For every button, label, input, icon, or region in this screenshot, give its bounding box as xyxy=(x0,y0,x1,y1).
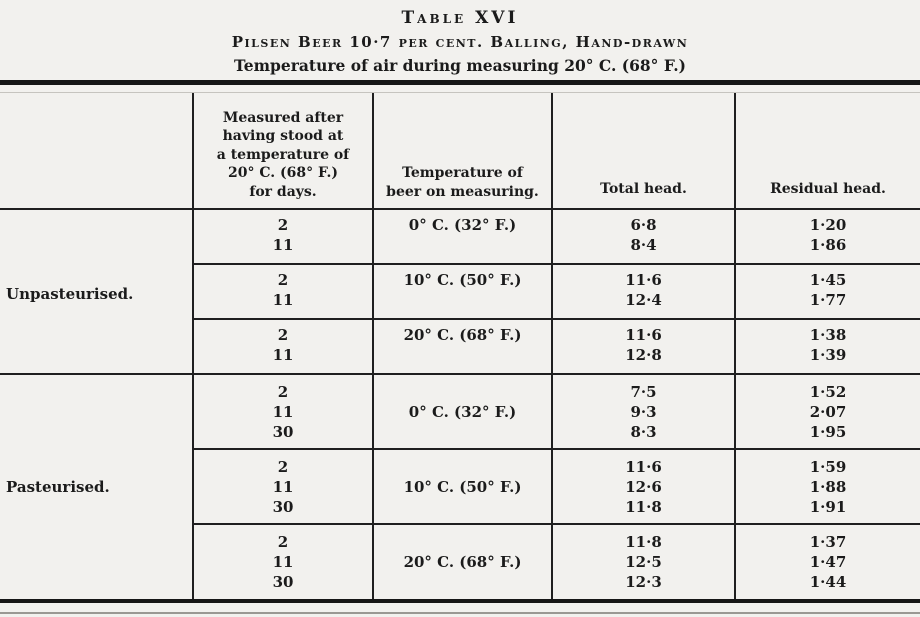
beer-temp-cell xyxy=(373,209,552,264)
days-value: 2 xyxy=(277,533,289,551)
header-line: Temperature of xyxy=(402,165,523,181)
total-head-cell xyxy=(552,524,735,599)
beer-temp-value: 10° C. (50° F.) xyxy=(403,271,522,289)
total-head-cell xyxy=(552,449,735,524)
total-head-value: 12·6 xyxy=(625,477,662,496)
beer-temp-cell xyxy=(373,449,552,524)
days-value: 2 xyxy=(277,457,289,476)
residual-head-value: 1·37 xyxy=(809,533,847,551)
residual-head-value: 1·59 xyxy=(809,457,847,476)
days-value: 11 xyxy=(272,402,294,421)
total-head-value: 11·8 xyxy=(625,533,662,551)
total-head-value: 12·3 xyxy=(625,573,662,591)
residual-head-value: 1·52 xyxy=(809,382,847,401)
table-number: Table XVI xyxy=(401,8,519,28)
total-head-value: 6·8 xyxy=(630,216,657,234)
total-head-value: 9·3 xyxy=(630,402,657,421)
table-title-block xyxy=(0,0,920,77)
total-head-cell xyxy=(552,264,735,319)
residual-head-value: 1·91 xyxy=(809,497,847,516)
total-head-cell xyxy=(552,374,735,449)
residual-head-value: 1·39 xyxy=(809,346,847,364)
total-head-value: 12·4 xyxy=(625,291,662,309)
residual-head-cell xyxy=(735,209,920,264)
header-line: for days. xyxy=(249,183,317,200)
section-label-unpasteurised: Unpasteurised. xyxy=(6,285,134,303)
header-measured-days xyxy=(193,93,373,209)
beer-temp-cell xyxy=(373,524,552,599)
header-row xyxy=(0,93,920,209)
residual-head-value: 1·44 xyxy=(809,573,847,591)
table-conditions-line: Temperature of air during measuring 20° C. (68° F.) xyxy=(234,56,686,75)
beer-temp-cell xyxy=(373,374,552,449)
beer-temp-cell xyxy=(373,264,552,319)
days-value: 11 xyxy=(272,346,294,364)
days-value: 11 xyxy=(272,236,294,254)
days-cell xyxy=(193,319,373,374)
beer-temp-value: 20° C. (68° F.) xyxy=(403,553,522,571)
header-empty-cell xyxy=(0,93,193,209)
days-value: 11 xyxy=(272,553,294,571)
total-head-value: 8·3 xyxy=(630,422,657,441)
total-head-value: 11·8 xyxy=(625,497,662,516)
header-residual-head: Residual head. xyxy=(735,93,920,209)
days-value: 30 xyxy=(272,497,294,516)
days-value: 30 xyxy=(272,573,294,591)
total-head-value: 11·6 xyxy=(625,457,662,476)
residual-head-value: 1·47 xyxy=(809,553,847,571)
days-value: 11 xyxy=(272,291,294,309)
table-row xyxy=(0,374,920,449)
days-cell xyxy=(193,524,373,599)
days-value: 2 xyxy=(277,216,289,234)
days-value: 2 xyxy=(277,271,289,289)
days-value: 2 xyxy=(277,382,289,401)
days-cell xyxy=(193,209,373,264)
header-line: beer on measuring. xyxy=(386,183,539,200)
days-value: 30 xyxy=(272,422,294,441)
beer-temp-value: 10° C. (50° F.) xyxy=(403,477,522,496)
beer-temp-value: 0° C. (32° F.) xyxy=(408,216,517,234)
header-beer-temperature xyxy=(373,93,552,209)
total-head-value: 8·4 xyxy=(630,236,657,254)
residual-head-value: 1·86 xyxy=(809,236,847,254)
residual-head-value: 1·45 xyxy=(809,271,847,289)
section-label-pasteurised: Pasteurised. xyxy=(0,374,193,599)
table-subtitle: Pilsen Beer 10·7 per cent. Balling, Hand-drawn xyxy=(231,33,689,51)
total-head-value: 7·5 xyxy=(630,382,657,401)
beer-temp-cell xyxy=(373,319,552,374)
days-value: 2 xyxy=(277,326,289,344)
days-cell xyxy=(193,374,373,449)
residual-head-value: 1·88 xyxy=(809,477,847,496)
beer-temp-value: 20° C. (68° F.) xyxy=(403,326,522,344)
beer-temp-value: 0° C. (32° F.) xyxy=(408,402,517,421)
header-total-head: Total head. xyxy=(552,93,735,209)
residual-head-cell xyxy=(735,319,920,374)
total-head-value: 11·6 xyxy=(625,271,662,289)
bottom-rule xyxy=(0,599,920,614)
days-cell xyxy=(193,449,373,524)
total-head-value: 12·8 xyxy=(625,346,662,364)
top-rule xyxy=(0,80,920,93)
header-line: 20° C. (68° F.) xyxy=(227,165,338,181)
total-head-cell xyxy=(552,209,735,264)
residual-head-cell xyxy=(735,449,920,524)
total-head-cell xyxy=(552,319,735,374)
header-line: a temperature of xyxy=(216,146,350,163)
beer-head-measurements-table xyxy=(0,93,920,599)
residual-head-cell xyxy=(735,374,920,449)
header-line: Measured after xyxy=(222,109,344,126)
residual-head-value: 1·77 xyxy=(809,291,847,309)
residual-head-cell xyxy=(735,524,920,599)
days-value: 11 xyxy=(272,477,294,496)
table-row xyxy=(0,209,920,264)
header-line: having stood at xyxy=(222,128,344,144)
residual-head-cell xyxy=(735,264,920,319)
total-head-value: 12·5 xyxy=(625,553,662,571)
residual-head-value: 1·20 xyxy=(809,216,847,234)
total-head-value: 11·6 xyxy=(625,326,662,344)
residual-head-value: 1·95 xyxy=(809,422,847,441)
days-cell xyxy=(193,264,373,319)
residual-head-value: 2·07 xyxy=(809,402,847,421)
residual-head-value: 1·38 xyxy=(809,326,847,344)
